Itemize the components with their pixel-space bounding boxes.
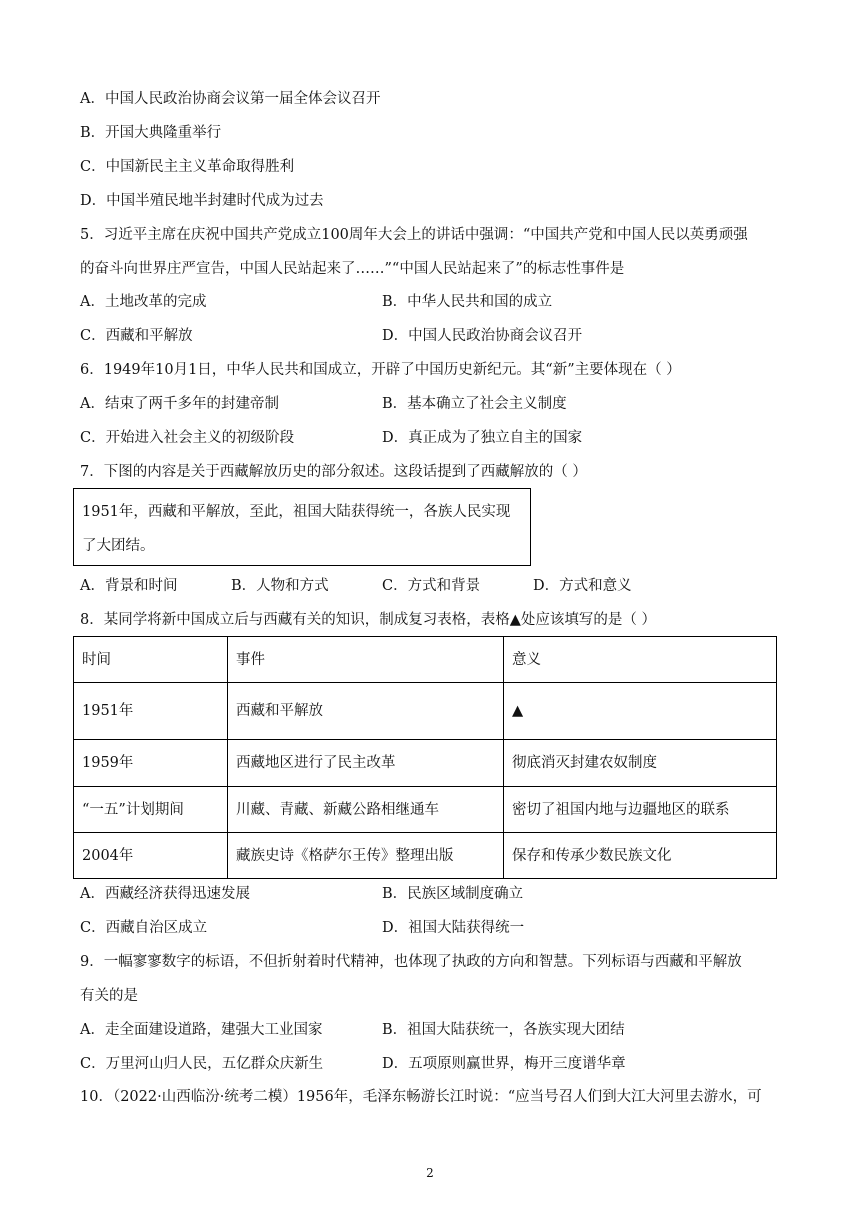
- q7-quote-line2: 了大团结。: [82, 538, 155, 554]
- cell-event: 西藏地区进行了民主改革: [228, 740, 504, 787]
- cell-time: “一五”计划期间: [74, 787, 228, 833]
- q6-option-d: D．真正成为了独立自主的国家: [382, 430, 583, 446]
- table-row: [74, 683, 777, 740]
- q5-option-b: B．中华人民共和国的成立: [382, 294, 553, 310]
- q9-option-d: D．五项原则赢世界，梅开三度谱华章: [382, 1056, 626, 1072]
- table-header-row: [74, 637, 777, 683]
- q10-stem-line1: 10．（2022·山西临汾·统考二模）1956年，毛泽东畅游长江时说：“应当号召人们到大江大河里去游水，可: [80, 1089, 762, 1105]
- table-row: [74, 740, 777, 787]
- cell-significance: 彻底消灭封建农奴制度: [504, 740, 777, 787]
- q9-option-a: A．走全面建设道路，建强大工业国家: [80, 1022, 323, 1038]
- cell-time: 2004年: [74, 833, 228, 879]
- cell-significance: ▲: [504, 683, 777, 740]
- cell-significance: 密切了祖国内地与边疆地区的联系: [504, 787, 777, 833]
- q6-option-c: C．开始进入社会主义的初级阶段: [80, 430, 295, 446]
- table-row: [74, 833, 777, 879]
- q8-option-b: B．民族区域制度确立: [382, 886, 524, 902]
- q7-option-c: C．方式和背景: [382, 578, 481, 594]
- header-event: 事件: [228, 637, 504, 683]
- q6-option-b: B．基本确立了社会主义制度: [382, 396, 567, 412]
- cell-time: 1959年: [74, 740, 228, 787]
- q7-option-d: D．方式和意义: [533, 578, 632, 594]
- q8-option-c: C．西藏自治区成立: [80, 920, 208, 936]
- q9-stem-line2: 有关的是: [80, 988, 138, 1004]
- q5-stem-line1: 5．习近平主席在庆祝中国共产党成立100周年大会上的讲话中强调：“中国共产党和中国人民以英勇顽强: [80, 227, 748, 243]
- table-row: [74, 787, 777, 833]
- q8-stem: 8．某同学将新中国成立后与西藏有关的知识，制成复习表格，表格▲处应该填写的是（ ）: [80, 612, 656, 628]
- q8-option-a: A．西藏经济获得迅速发展: [80, 886, 250, 902]
- q5-option-d: D．中国人民政治协商会议召开: [382, 328, 583, 344]
- q9-option-b: B．祖国大陆获统一，各族实现大团结: [382, 1022, 625, 1038]
- q4-option-b: B．开国大典隆重举行: [80, 125, 222, 141]
- q4-option-a: A．中国人民政治协商会议第一届全体会议召开: [80, 91, 381, 107]
- header-significance: 意义: [504, 637, 777, 683]
- q5-option-c: C．西藏和平解放: [80, 328, 193, 344]
- q6-option-a: A．结束了两千多年的封建帝制: [80, 396, 279, 412]
- cell-event: 川藏、青藏、新藏公路相继通车: [228, 787, 504, 833]
- q4-option-d: D．中国半殖民地半封建时代成为过去: [80, 193, 324, 209]
- q7-stem: 7．下图的内容是关于西藏解放历史的部分叙述。这段话提到了西藏解放的（ ）: [80, 464, 587, 480]
- q5-option-a: A．土地改革的完成: [80, 294, 207, 310]
- q8-review-table: [73, 636, 777, 879]
- q7-quote-box: [73, 488, 531, 566]
- q8-option-d: D．祖国大陆获得统一: [382, 920, 525, 936]
- q4-option-c: C．中国新民主主义革命取得胜利: [80, 159, 295, 175]
- q9-stem-line1: 9．一幅寥寥数字的标语，不但折射着时代精神，也体现了执政的方向和智慧。下列标语与西藏和平解放: [80, 954, 742, 970]
- q5-stem-line2: 的奋斗向世界庄严宣告，中国人民站起来了……”“中国人民站起来了”的标志性事件是: [80, 261, 625, 277]
- cell-event: 西藏和平解放: [228, 683, 504, 740]
- q9-option-c: C．万里河山归人民，五亿群众庆新生: [80, 1056, 324, 1072]
- q7-option-b: B．人物和方式: [231, 578, 329, 594]
- cell-significance: 保存和传承少数民族文化: [504, 833, 777, 879]
- page-number: 2: [426, 1166, 434, 1180]
- q7-option-a: A．背景和时间: [80, 578, 178, 594]
- cell-event: 藏族史诗《格萨尔王传》整理出版: [228, 833, 504, 879]
- q7-quote-line1: 1951年，西藏和平解放，至此，祖国大陆获得统一，各族人民实现: [82, 504, 511, 520]
- header-time: 时间: [74, 637, 228, 683]
- cell-time: 1951年: [74, 683, 228, 740]
- q6-stem: 6．1949年10月1日，中华人民共和国成立，开辟了中国历史新纪元。其“新”主要体现在（ ）: [80, 362, 681, 378]
